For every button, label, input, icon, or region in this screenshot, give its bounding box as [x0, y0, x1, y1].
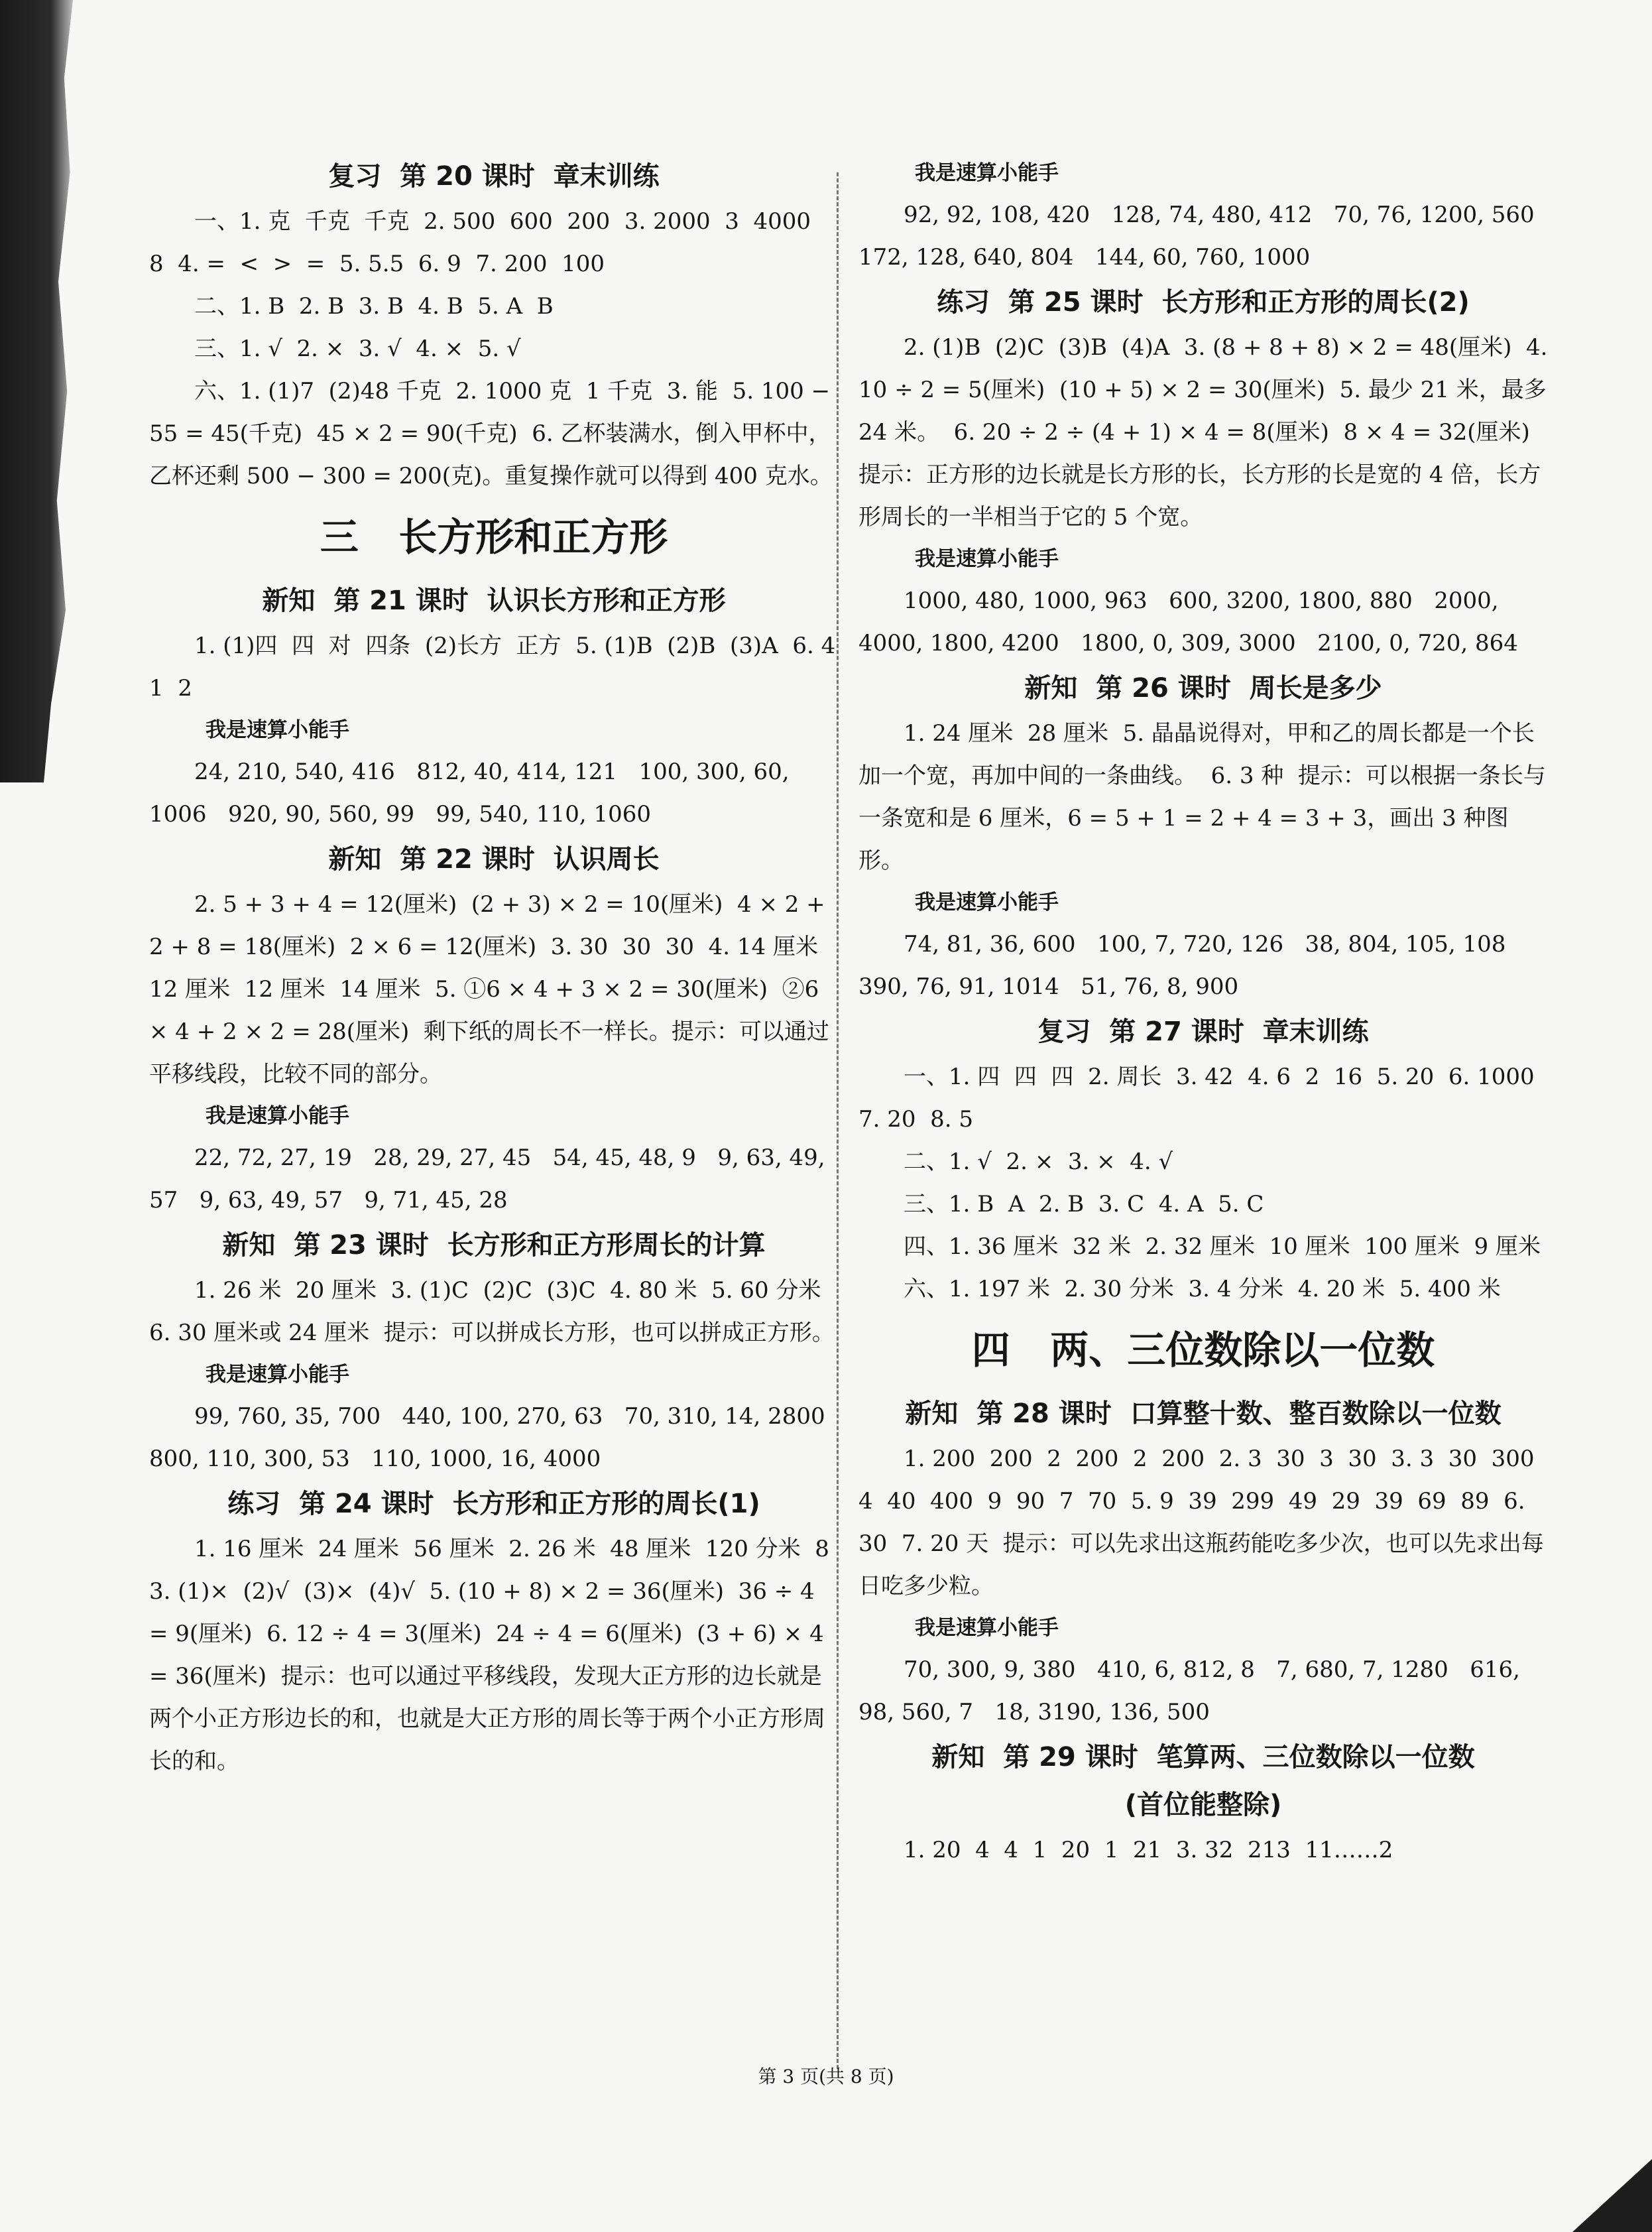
lesson-title: 练习 第 25 课时 长方形和正方形的周长(2) — [937, 287, 1470, 318]
answer-paragraph: 1. 200 200 2 200 2 200 2. 3 30 3 30 3. 3 30 300 4 40 400 9 90 7 70 5. 9 39 299 49 29 39 69 89 6. 30 7. 20 天 提示：可以先求出这瓶药能吃多少次，也可以先求出每日吃多少粒。 — [858, 1446, 1549, 1599]
page-footer: 第 3 页(共 8 页) — [758, 2066, 894, 2087]
answer-paragraph: 二、1. √ 2. × 3. × 4. √ — [904, 1148, 1173, 1175]
speed-calc-heading: 我是速算小能手 — [206, 1104, 349, 1128]
speed-calc-heading: 我是速算小能手 — [915, 891, 1059, 914]
column-divider — [837, 172, 839, 2069]
lesson-title: 新知 第 28 课时 口算整十数、整百数除以一位数 — [905, 1398, 1502, 1429]
answer-paragraph: 四、1. 36 厘米 32 米 2. 32 厘米 10 厘米 100 厘米 9 厘米 — [904, 1233, 1541, 1260]
answer-paragraph: 2. 5 + 3 + 4 = 12(厘米) (2 + 3) × 2 = 10(厘米) 4 × 2 + 2 + 8 = 18(厘米) 2 × 6 = 12(厘米) 3. 30 30 30 4. 14 厘米 12 厘米 12 厘米 14 厘米 5. ①6 × 4 + 3 × 2 = 30(厘米) ②6 × 4 + 2 × 2 = 28(厘米) 剩下纸的周长不一样长。提示：可以通过平移线段，比较不同的部分。 — [149, 891, 833, 1087]
chapter-title: 三 长方形和正方形 — [320, 515, 668, 560]
scan-corner-mark — [1572, 2159, 1652, 2232]
speed-calc-heading: 我是速算小能手 — [206, 1363, 349, 1387]
answer-paragraph: 99, 760, 35, 700 440, 100, 270, 63 70, 310, 14, 2800 800, 110, 300, 53 110, 1000, 16, 4000 — [149, 1403, 847, 1472]
answer-paragraph: 1. 20 4 4 1 20 1 21 3. 32 213 11……2 — [904, 1837, 1393, 1863]
speed-calc-heading: 我是速算小能手 — [915, 547, 1059, 571]
answer-paragraph: 一、1. 克 千克 千克 2. 500 600 200 3. 2000 3 4000 8 4. = < > = 5. 5.5 6. 9 7. 200 100 — [149, 208, 825, 277]
answer-paragraph: 1. 26 米 20 厘米 3. (1)C (2)C (3)C 4. 80 米 5. 60 分米 6. 30 厘米或 24 厘米 提示：可以拼成长方形，也可以拼成正方形。 — [149, 1277, 836, 1346]
lesson-title: 新知 第 29 课时 笔算两、三位数除以一位数 — [931, 1742, 1475, 1772]
lesson-title: 复习 第 27 课时 章末训练 — [1037, 1017, 1369, 1047]
lesson-title: 复习 第 20 课时 章末训练 — [328, 161, 660, 192]
speed-calc-heading: 我是速算小能手 — [206, 718, 349, 742]
answer-paragraph: 1000, 480, 1000, 963 600, 3200, 1800, 880 2000, 4000, 1800, 4200 1800, 0, 309, 3000 2100, 0, 720, 864 — [858, 588, 1518, 656]
answer-paragraph: 一、1. 四 四 四 2. 周长 3. 42 4. 6 2 16 5. 20 6. 1000 7. 20 8. 5 — [858, 1064, 1549, 1133]
answer-paragraph: 六、1. 197 米 2. 30 分米 3. 4 分米 4. 20 米 5. 400 米 — [904, 1276, 1501, 1302]
answer-paragraph: 70, 300, 9, 380 410, 6, 812, 8 7, 680, 7, 1280 616, 98, 560, 7 18, 3190, 136, 500 — [858, 1656, 1527, 1725]
answer-paragraph: 三、1. B A 2. B 3. C 4. A 5. C — [904, 1191, 1264, 1217]
answer-paragraph: 二、1. B 2. B 3. B 4. B 5. A B — [194, 293, 554, 320]
answer-paragraph: 74, 81, 36, 600 100, 7, 720, 126 38, 804, 105, 108 390, 76, 91, 1014 51, 76, 8, 900 — [858, 931, 1527, 1000]
lesson-title: 新知 第 26 课时 周长是多少 — [1024, 673, 1382, 704]
lesson-title: (首位能整除) — [1124, 1790, 1282, 1820]
speed-calc-heading: 我是速算小能手 — [915, 161, 1059, 185]
answer-paragraph: 1. (1)四 四 对 四条 (2)长方 正方 5. (1)B (2)B (3)A 6. 4 1 2 — [149, 633, 850, 702]
lesson-title: 新知 第 21 课时 认识长方形和正方形 — [262, 586, 726, 616]
answer-paragraph: 92, 92, 108, 420 128, 74, 480, 412 70, 76, 1200, 560 172, 128, 640, 804 144, 60, 760, 1000 — [858, 202, 1557, 271]
scan-dark-edge — [0, 0, 73, 782]
chapter-title: 四 两、三位数除以一位数 — [971, 1328, 1435, 1373]
answer-paragraph: 六、1. (1)7 (2)48 千克 2. 1000 克 1 千克 3. 能 5. 100 − 55 = 45(千克) 45 × 2 = 90(千克) 6. 乙杯装满水，倒入甲杯中，乙杯还剩 500 − 300 = 200(克)。重复操作就可以得到 400 克水。 — [149, 378, 837, 489]
lesson-title: 新知 第 23 课时 长方形和正方形周长的计算 — [222, 1230, 766, 1261]
answer-paragraph: 2. (1)B (2)C (3)B (4)A 3. (8 + 8 + 8) × 2 = 48(厘米) 4. 10 ÷ 2 = 5(厘米) (10 + 5) × 2 = 30(厘米) 5. 最少 21 米，最多 24 米。 6. 20 ÷ 2 ÷ (4 + 1) × 4 = 8(厘米) 8 × 4 = 32(厘米) 提示：正方形的边长就是长方形的长，长方形的长是宽的 4 倍，长方形周长的一半相当于它的 5 个宽。 — [858, 334, 1555, 530]
answer-paragraph: 1. 16 厘米 24 厘米 56 厘米 2. 26 米 48 厘米 120 分米 8 3. (1)× (2)√ (3)× (4)√ 5. (10 + 8) × 2 = 36(厘米) 36 ÷ 4 = 9(厘米) 6. 12 ÷ 4 = 3(厘米) 24 ÷ 4 = 6(厘米) (3 + 6) × 4 = 36(厘米) 提示：也可以通过平移线段，发现大正方形的边长就是两个小正方形边长的和，也就是大正方形的周长等于两个小正方形周长的和。 — [149, 1536, 844, 1774]
speed-calc-heading: 我是速算小能手 — [915, 1616, 1059, 1640]
right-column — [858, 153, 1557, 1871]
answer-paragraph: 三、1. √ 2. × 3. √ 4. × 5. √ — [194, 336, 521, 362]
answer-paragraph: 22, 72, 27, 19 28, 29, 27, 45 54, 45, 48, 9 9, 63, 49, 57 9, 63, 49, 57 9, 71, 45, 28 — [149, 1145, 833, 1213]
answer-paragraph: 1. 24 厘米 28 厘米 5. 晶晶说得对，甲和乙的周长都是一个长加一个宽，再加中间的一条曲线。 6. 3 种 提示：可以根据一条长与一条宽和是 6 厘米，6 = 5 + 1 = 2 + 4 = 3 + 3，画出 3 种图形。 — [858, 720, 1546, 874]
lesson-title: 练习 第 24 课时 长方形和正方形的周长(1) — [227, 1489, 760, 1519]
answer-paragraph: 24, 210, 540, 416 812, 40, 414, 121 100, 300, 60, 1006 920, 90, 560, 99 99, 540, 110, 1060 — [149, 759, 797, 828]
left-column — [149, 153, 850, 1782]
lesson-title: 新知 第 22 课时 认识周长 — [328, 844, 660, 875]
